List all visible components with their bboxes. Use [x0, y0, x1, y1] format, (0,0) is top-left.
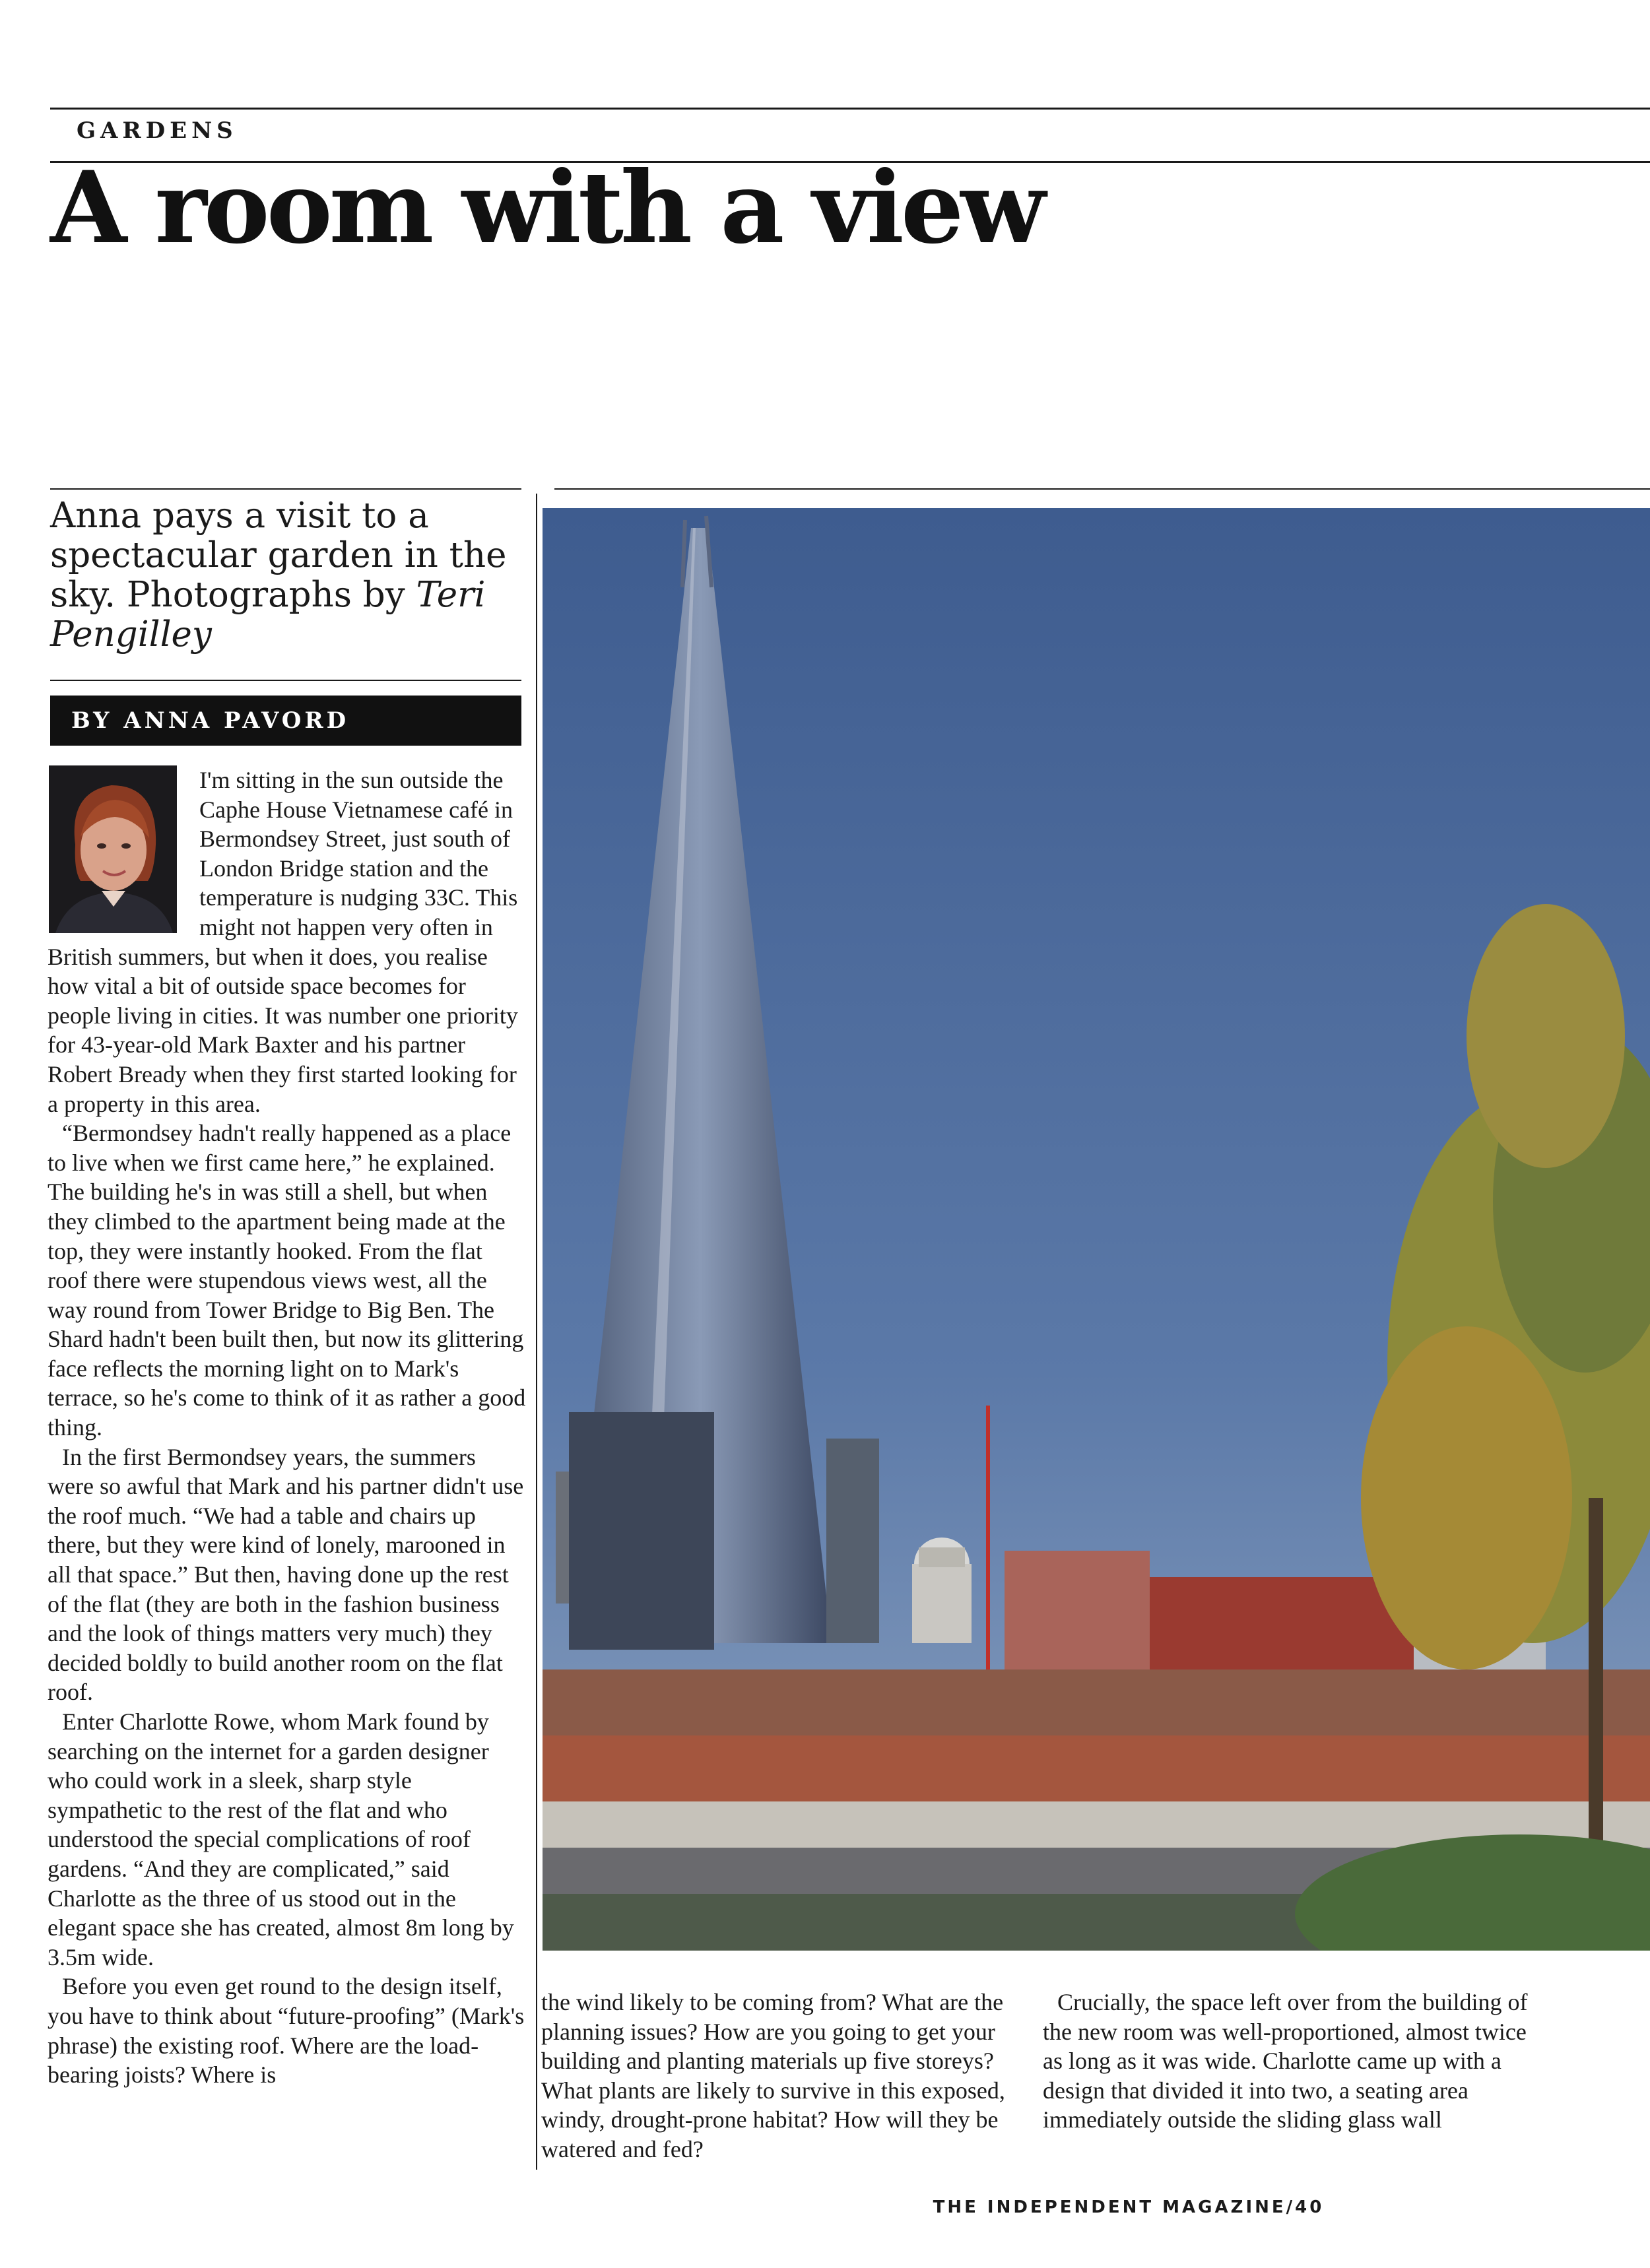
byline: BY ANNA PAVORD: [71, 707, 350, 734]
paragraph: “Bermondsey hadn't really happened as a place to live when we first came here,” he explained. The building he's in was still a shell, but when they climbed to the apartment being made at the top, they were instantly hooked. From the flat roof there were stupendous views west, all the way round from Tower Bridge to Big Ben. The Shard hadn't been built then, but now its glittering face reflects the morning light on to Mark's terrace, so he's come to think of it as rather a good thing.: [48, 1120, 526, 1441]
byline-bar: [50, 696, 521, 746]
standfirst-top-rule: [50, 488, 521, 490]
paragraph: Crucially, the space left over from the building of the new room was well-proportioned, almost twice as long as it was wide. Charlotte came up with a design that divided it into two, a seating area immediately outside the sliding glass wall: [1043, 1989, 1528, 2133]
paragraph: Enter Charlotte Rowe, whom Mark found by searching on the internet for a garden designer who could work in a sleek, sharp style sympathetic to the rest of the flat and who understood the special complications of roof gardens. “And they are complicated,” said Charlotte as the three of us stood out in the elegant space she has created, almost 8m long by 3.5m wide.: [48, 1708, 514, 1970]
column-divider: [536, 494, 537, 2170]
body-column-1: [48, 765, 527, 2090]
headline: A room with a view: [50, 150, 1043, 266]
paragraph: Before you even get round to the design itself, you have to think about “future-proofing” (Mark's phrase) the existing roof. Where are the load-bearing joists? Where is: [48, 1973, 525, 2089]
standfirst: [50, 496, 525, 655]
paragraph: I'm sitting in the sun outside the Caphe House Vietnamese café in Bermondsey Street, just south of London Bridge station and the temperature is nudging 33C. This might not happen very often in British summers, but when it does, you realise how vital a bit of outside space becomes for people living in cities. It was number one priority for 43-year-old Mark Baxter and his partner Robert Bready when they first started looking for a property in this area.: [48, 767, 518, 1117]
footer-text: THE INDEPENDENT MAGAZINE/40: [933, 2197, 1325, 2217]
section-label: GARDENS: [77, 117, 238, 144]
paragraph: the wind likely to be coming from? What are the planning issues? How are you going to get your building and planting materials up five storeys? What plants are likely to survive in this exposed, windy, drought-prone habitat? How will they be watered and fed?: [541, 1989, 1005, 2162]
shard-photo-svg: [543, 508, 1650, 1951]
body-column-3: [1043, 1988, 1531, 2135]
photo-top-rule: [554, 488, 1650, 490]
paragraph: In the first Bermondsey years, the summers were so awful that Mark and his partner didn't use the roof much. “We had a table and chairs up there, but they were kind of lonely, marooned in all that space.” But then, having done up the rest of the flat (they are both in the fashion business and the look of things matters very much) they decided boldly to build another room on the flat roof.: [48, 1443, 524, 1706]
shard-photo: [543, 508, 1650, 1951]
author-portrait-svg: [49, 765, 177, 933]
author-portrait-icon: [49, 765, 177, 933]
photographer-credit: Teri Pengilley: [50, 575, 486, 655]
top-rule: [50, 108, 1650, 110]
body-column-2: [541, 1988, 1014, 2164]
standfirst-text: Anna pays a visit to a spectacular garden in the sky. Photographs by: [50, 496, 507, 615]
page-footer: [0, 2197, 1650, 2217]
standfirst-bottom-rule: [50, 680, 521, 681]
